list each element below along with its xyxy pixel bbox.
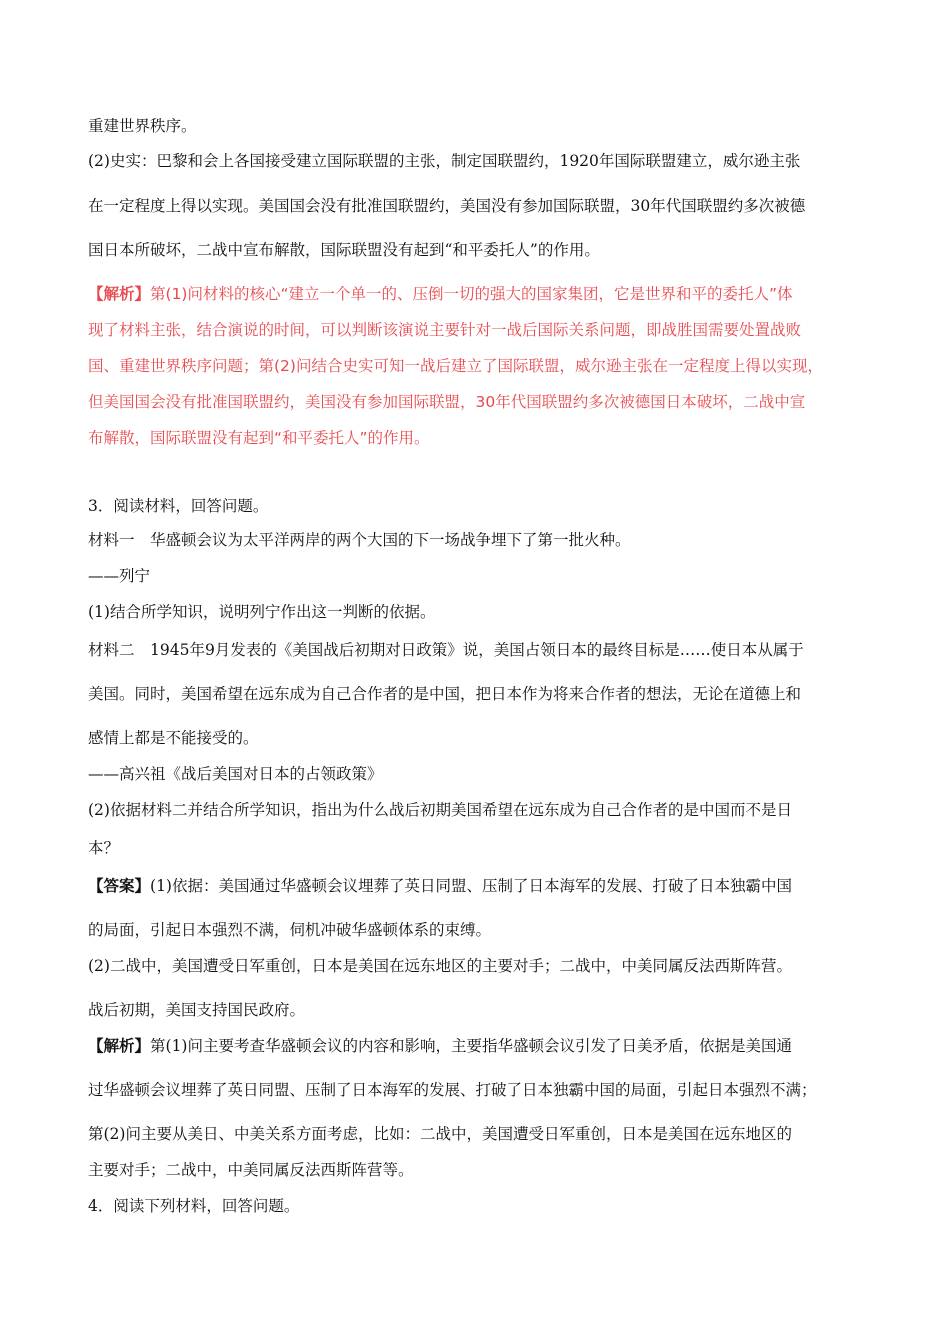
analysis-line: 第(2)问主要从美日、中美关系方面考虑，比如：二战中，美国遭受日军重创，日本是美国在远东地区的: [88, 1125, 792, 1143]
analysis-line: 布解散，国际联盟没有起到“和平委托人”的作用。: [88, 429, 430, 447]
analysis-line: 现了材料主张，结合演说的时间，可以判断该演说主要针对一战后国际关系问题，即战胜国需要处置战败: [88, 321, 802, 339]
material-two-line: 感情上都是不能接受的。: [88, 729, 259, 747]
analysis-line: 国、重建世界秩序问题；第(2)问结合史实可知一战后建立了国际联盟，威尔逊主张在一定程度上得以实现，: [88, 357, 823, 375]
question-title: 4．阅读下列材料，回答问题。: [88, 1197, 300, 1215]
answer-text-line: (2)史实：巴黎和会上各国接受建立国际联盟的主张，制定国联盟约，1920年国际联盟建立，威尔逊主张: [88, 152, 801, 170]
answer-line: 【答案】(1)依据：美国通过华盛顿会议埋葬了英日同盟、压制了日本海军的发展、打破了日本独霸中国: [88, 876, 792, 895]
material-source: ——高兴祖《战后美国对日本的占领政策》: [88, 765, 383, 783]
sub-question-2: (2)依据材料二并结合所学知识，指出为什么战后初期美国希望在远东成为自己合作者的是中国而不是日: [88, 801, 792, 819]
sub-question-2: 本？: [88, 839, 120, 857]
analysis-line: 主要对手；二战中，中美同属反法西斯阵营等。: [88, 1161, 414, 1179]
analysis-line: 过华盛顿会议埋葬了英日同盟、压制了日本海军的发展、打破了日本独霸中国的局面，引起日本强烈不满；: [88, 1081, 817, 1099]
analysis-line: 但美国国会没有批准国联盟约，美国没有参加国际联盟，30年代国联盟约多次被德国日本破坏，二战中宣: [88, 393, 806, 411]
analysis-tag: 【解析】: [88, 1036, 151, 1055]
material-two-line: 美国。同时，美国希望在远东成为自己合作者的是中国，把日本作为将来合作者的想法，无论在道德上和: [88, 685, 802, 703]
analysis-tag: 【解析】: [88, 285, 151, 303]
analysis-line: 【解析】第(1)问材料的核心“建立一个单一的、压倒一切的强大的国家集团，它是世界和平的委托人”体: [88, 285, 793, 303]
sub-question-1: (1)结合所学知识，说明列宁作出这一判断的依据。: [88, 603, 436, 621]
answer-tag: 【答案】: [88, 876, 151, 895]
answer-line: 的局面，引起日本强烈不满，伺机冲破华盛顿体系的束缚。: [88, 921, 492, 939]
answer-text-line: 国日本所破坏，二战中宣布解散，国际联盟没有起到“和平委托人”的作用。: [88, 241, 600, 259]
answer-text-line: 在一定程度上得以实现。美国国会没有批准国联盟约，美国没有参加国际联盟，30年代国联盟约多次被德: [88, 197, 806, 215]
material-one: 材料一 华盛顿会议为太平洋两岸的两个大国的下一场战争埋下了第一批火种。: [88, 531, 631, 549]
answer-line: (2)二战中，美国遭受日军重创，日本是美国在远东地区的主要对手；二战中，中美同属反法西斯阵营。: [88, 957, 792, 975]
material-source: ——列宁: [88, 567, 151, 585]
answer-line: 战后初期，美国支持国民政府。: [88, 1001, 306, 1019]
question-title: 3．阅读材料，回答问题。: [88, 497, 269, 515]
analysis-line: 【解析】第(1)问主要考查华盛顿会议的内容和影响，主要指华盛顿会议引发了日美矛盾，依据是美国通: [88, 1036, 792, 1055]
material-two-line: 材料二 1945年9月发表的《美国战后初期对日政策》说，美国占领日本的最终目标是……使日本从属于: [88, 641, 804, 659]
answer-text-line: 重建世界秩序。: [88, 117, 197, 135]
